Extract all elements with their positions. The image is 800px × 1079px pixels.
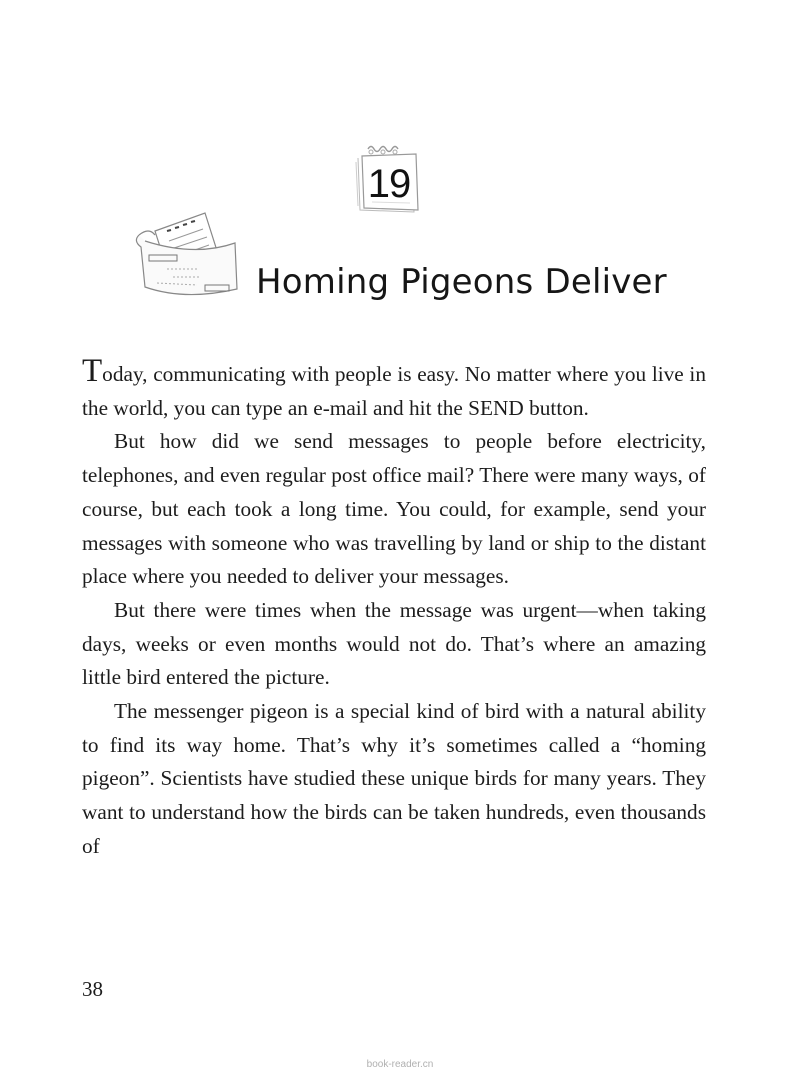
chapter-body: [82, 353, 706, 864]
paragraph-1: [82, 353, 706, 425]
chapter-calendar-illustration: [352, 140, 426, 216]
paragraph-2: But how did we send messages to people before electricity, telephones, and even regular post office mail? There were many ways, of course, but each took a long time. You could, for example, send your messages with someone who was travelling by land or ship to the distant place where you needed to deliver your messages.: [82, 429, 706, 589]
drop-cap: T: [82, 353, 103, 389]
page-number: 38: [82, 977, 103, 1001]
watermark: book-reader.cn: [366, 1059, 434, 1070]
paragraph-3: But there were times when the message was urgent—when taking days, weeks or even months would not do. That’s where an amazing little bird entered the picture.: [82, 597, 706, 690]
chapter-number: 19: [367, 162, 411, 206]
paragraph-4: The messenger pigeon is a special kind of bird with a natural ability to find its way home. That’s why it’s sometimes called a “homing pigeon”. Scientists have studied these unique birds for many years. They want to understand how the birds can be taken hundreds, even thousands of: [82, 699, 706, 858]
paragraph-1-text: oday, communicating with people is easy. No matter where you live in the world, you can type an e-mail and hit the SEND button.: [82, 362, 706, 420]
scroll-letter-icon: [133, 207, 245, 299]
scroll-letter-illustration: [133, 207, 245, 299]
chapter-title: Homing Pigeons Deliver: [256, 262, 667, 302]
